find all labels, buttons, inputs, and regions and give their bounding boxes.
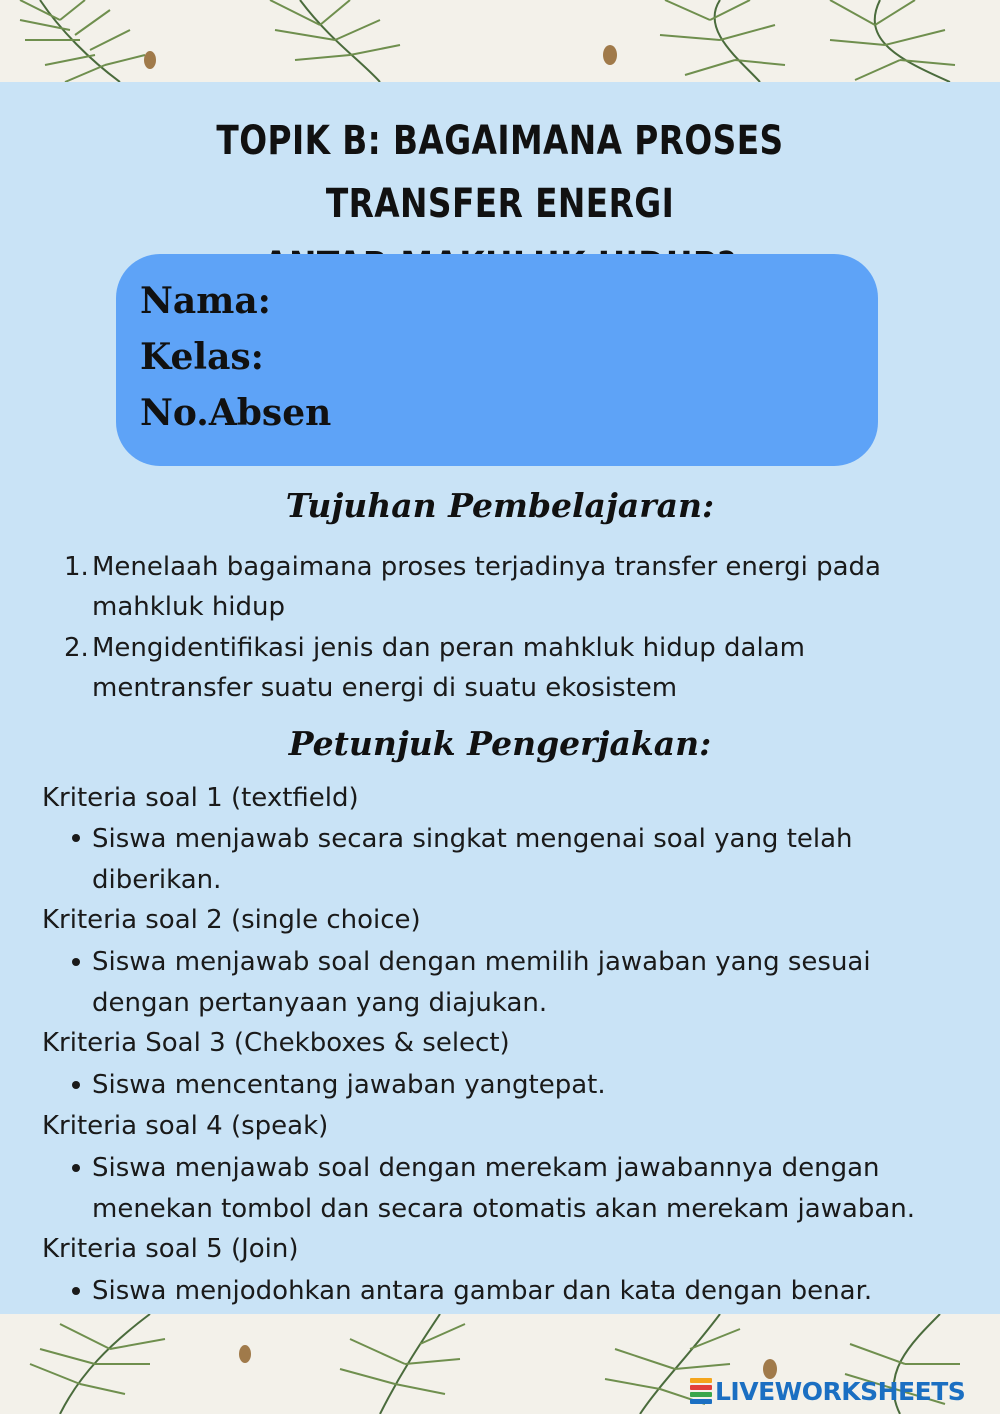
objective-item-2-line-2: mentransfer suatu energi di suatu ekosistem [92,673,678,703]
criteria-4-bullet-line-2: menekan tombol dan secara otomatis akan merekam jawaban. [92,1194,916,1224]
criteria-4-bullet-line-1: Siswa menjawab soal dengan merekam jawabannya dengan [92,1153,880,1183]
liveworksheets-mark-icon [690,1378,712,1404]
instructions-heading: Petunjuk Pengerjakan: [288,724,712,763]
title-line-1: TOPIK B: BAGAIMANA PROSES TRANSFER ENERGI [216,118,784,227]
bullet-icon [72,1164,80,1172]
bullet-icon [72,834,80,842]
criteria-5-bullet-line-1: Siswa menjodohkan antara gambar dan kata dengan benar. [92,1276,873,1306]
objective-item-1-line-2: mahkluk hidup [92,592,286,622]
liveworksheets-logo[interactable] [690,1376,965,1406]
liveworksheets-text: LIVEWORKSHEETS [715,1376,966,1406]
objectives-heading: Tujuhan Pembelajaran: [285,486,715,525]
criteria-1-bullet-line-1: Siswa menjawab secara singkat mengenai soal yang telah [92,824,853,854]
criteria-4-label: Kriteria soal 4 (speak) [42,1111,329,1141]
nama-label: Nama: [140,280,271,322]
kelas-label: Kelas: [140,336,264,378]
criteria-2-label: Kriteria soal 2 (single choice) [42,905,421,935]
absen-label: No.Absen [140,392,332,434]
criteria-5-label: Kriteria soal 5 (Join) [42,1234,299,1264]
criteria-3-bullet-line-1: Siswa mencentang jawaban yangtepat. [92,1070,606,1100]
objective-number: 1. [64,552,89,582]
criteria-2-bullet-line-1: Siswa menjawab soal dengan memilih jawaban yang sesuai [92,947,871,977]
criteria-3-label: Kriteria Soal 3 (Chekboxes & select) [42,1028,510,1058]
criteria-1-bullet-line-2: diberikan. [92,865,222,895]
bullet-icon [72,1287,80,1295]
objective-number: 2. [64,633,89,663]
criteria-1-label: Kriteria soal 1 (textfield) [42,783,359,813]
bullet-icon [72,958,80,966]
objective-item-1-line-1: Menelaah bagaimana proses terjadinya transfer energi pada [92,552,881,582]
bullet-icon [72,1081,80,1089]
criteria-2-bullet-line-2: dengan pertanyaan yang diajukan. [92,988,548,1018]
pine-border-top [0,0,1000,82]
objective-item-2-line-1: Mengidentifikasi jenis dan peran mahkluk hidup dalam [92,633,805,663]
